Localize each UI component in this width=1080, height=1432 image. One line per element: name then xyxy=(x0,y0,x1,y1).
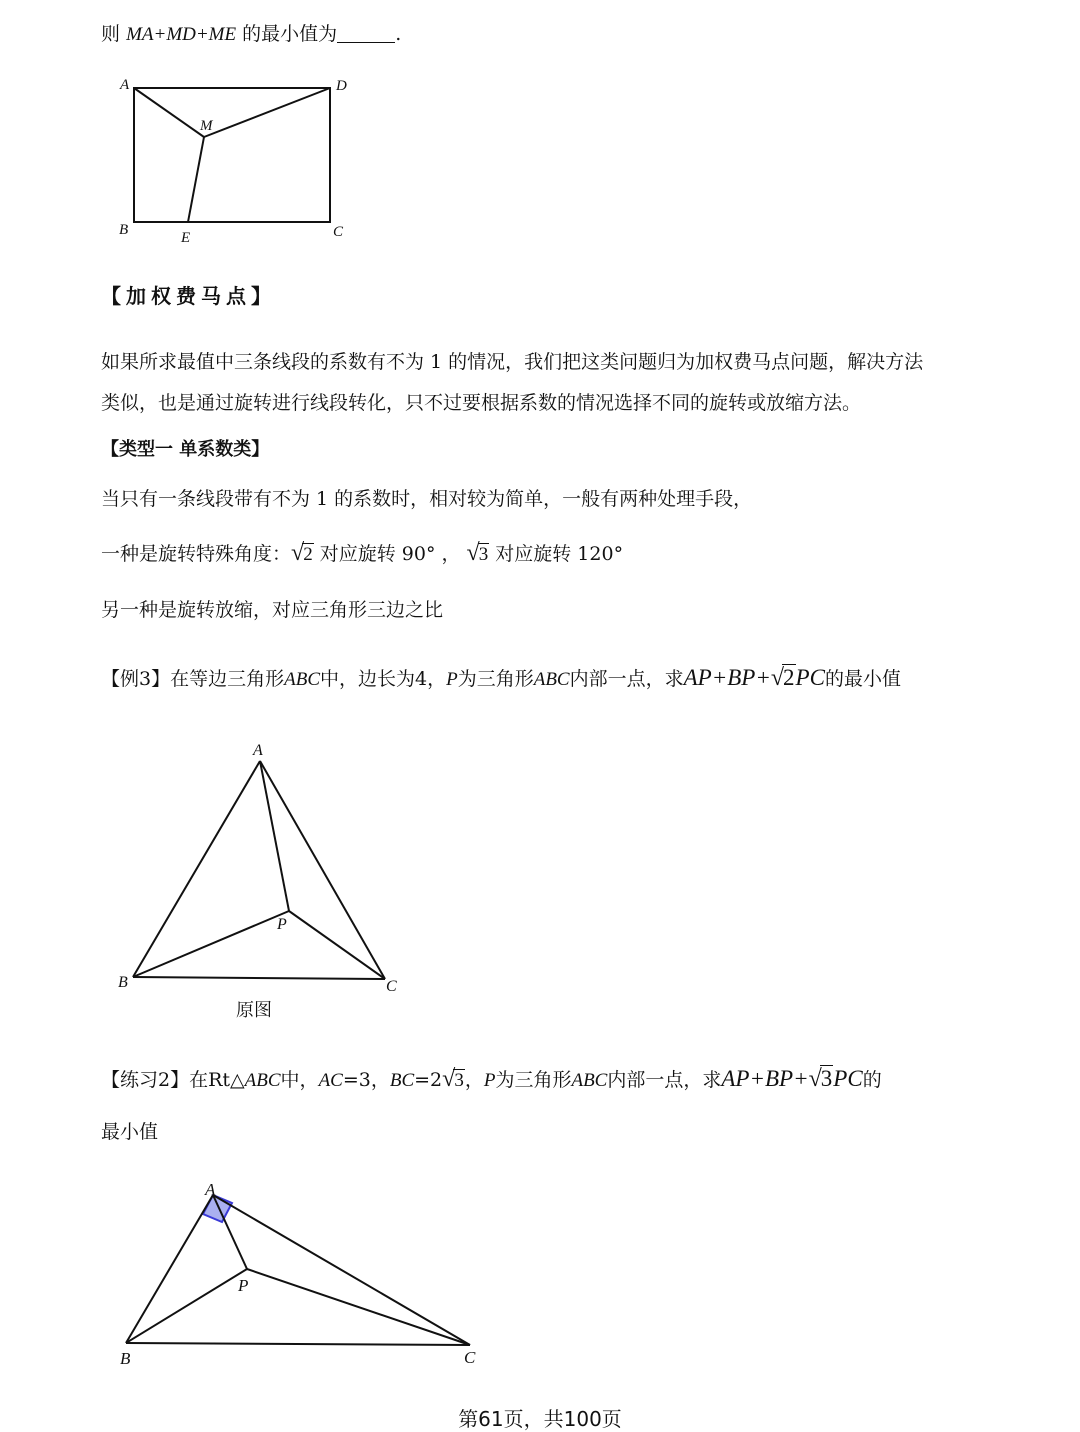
figure-right-triangle-practice2 xyxy=(110,1175,500,1375)
type1-title: 【类型一 单系数类】 xyxy=(101,439,270,460)
label-E: E xyxy=(181,230,191,246)
figure-rectangle xyxy=(110,70,360,250)
label-A: A xyxy=(120,77,130,93)
paragraph-3: 另一种是旋转放缩，对应三角形三边之比 xyxy=(101,599,444,621)
section-title: 【加权费马点】 xyxy=(101,284,276,308)
label-P: P xyxy=(238,1276,249,1295)
sqrt-2: √2 xyxy=(291,540,313,566)
figure-triangle-example3 xyxy=(110,735,410,997)
label-C: C xyxy=(464,1348,476,1367)
label-B: B xyxy=(120,1349,131,1368)
sqrt-3: √3 xyxy=(442,1066,464,1092)
label-D: D xyxy=(336,78,347,94)
label-A: A xyxy=(253,742,263,759)
sqrt-3: √3 xyxy=(466,540,489,566)
label-A: A xyxy=(205,1180,216,1199)
paragraph-1: 当只有一条线段带有不为 1 的系数时，相对较为简单，一般有两种处理手段， xyxy=(101,488,753,510)
expression: MA+MD+ME xyxy=(126,24,237,45)
intro-line-1: 如果所求最值中三条线段的系数有不为 1 的情况，我们把这类问题归为加权费马点问题，解决方法 xyxy=(101,351,924,373)
right-angle-marker xyxy=(203,1195,232,1222)
example-3: 【例3】在等边三角形ABC中，边长为4，P为三角形ABC内部一点，求AP+BP+√2PC的最小值 xyxy=(101,665,901,691)
sqrt-3: √3 xyxy=(808,1066,833,1092)
label-M: M xyxy=(200,118,213,134)
sqrt-2: √2 xyxy=(770,665,795,691)
question-tail-line: 则 MA+MD+ME 的最小值为 . xyxy=(101,23,402,45)
page-number-footer: 第61页，共100页 xyxy=(458,1407,622,1431)
paragraph-2: 一种是旋转特殊角度：√2 对应旋转 90° ， √3 对应旋转 120° xyxy=(101,540,624,566)
label-B: B xyxy=(119,222,129,238)
practice-2-line-2: 最小值 xyxy=(101,1121,159,1143)
label-C: C xyxy=(333,224,344,240)
figure-caption: 原图 xyxy=(236,1000,272,1021)
label-P: P xyxy=(277,916,287,933)
answer-blank xyxy=(337,24,395,43)
label-C: C xyxy=(386,978,397,995)
practice-2: 【练习2】在Rt△ABC中，AC=3，BC=2√3，P为三角形ABC内部一点，求AP+BP+√3PC的 xyxy=(101,1066,882,1092)
intro-line-2: 类似，也是通过旋转进行线段转化，只不过要根据系数的情况选择不同的旋转或放缩方法。 xyxy=(101,392,862,414)
label-B: B xyxy=(118,974,128,991)
